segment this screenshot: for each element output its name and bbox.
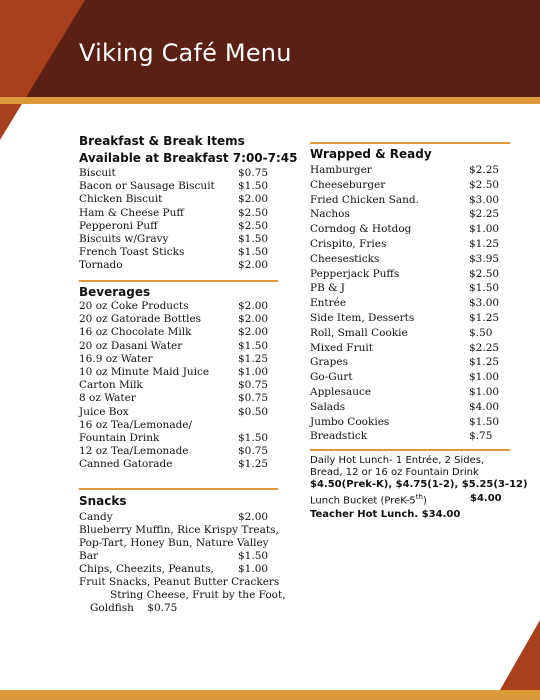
item-name: 20 oz Dasani Water xyxy=(79,339,183,352)
item-name: Fried Chicken Sand. xyxy=(310,193,419,206)
item-price: $1.50 xyxy=(469,415,500,428)
item-name: Salads xyxy=(310,400,346,413)
item-name: Canned Gatorade xyxy=(79,458,173,471)
menu-item xyxy=(79,458,279,471)
item-name: 16 oz Chocolate Milk xyxy=(79,326,192,339)
item-name: Applesauce xyxy=(310,385,372,398)
item-price: $2.50 xyxy=(238,219,269,232)
menu-item xyxy=(310,355,510,370)
item-name: Carton Milk xyxy=(79,379,143,392)
item-price: $2.50 xyxy=(469,267,500,280)
menu-item xyxy=(79,340,279,353)
menu-item xyxy=(310,207,510,222)
menu-item xyxy=(310,429,510,444)
menu-item xyxy=(310,267,510,282)
item-price: $1.25 xyxy=(469,356,500,369)
divider xyxy=(79,280,278,282)
item-price: $1.50 xyxy=(238,232,269,245)
item-name: Ham & Cheese Puff xyxy=(79,206,184,219)
menu-item xyxy=(310,400,510,415)
menu-item xyxy=(310,296,510,311)
item-price: $0.75 xyxy=(238,392,269,405)
item-price: $1.00 xyxy=(469,371,500,384)
item-price: $1.00 xyxy=(238,563,269,575)
item-price: $2.00 xyxy=(238,259,269,272)
item-name: Side Item, Desserts xyxy=(310,311,415,324)
item-price: $1.00 xyxy=(238,365,269,378)
menu-item xyxy=(310,415,510,430)
lunch-prices: $4.50(Prek-K), $4.75(1-2), $5.25(3-12) xyxy=(310,479,528,490)
breakfast-availability: Available at Breakfast 7:00-7:45 xyxy=(79,151,298,165)
lunch-bucket-price: $4.00 xyxy=(470,493,502,504)
snack-text: Fruit Snacks, Peanut Butter Crackers xyxy=(79,576,280,588)
item-price: $2.25 xyxy=(469,208,500,221)
wrapped-list xyxy=(310,163,510,444)
item-name: Bacon or Sausage Biscuit xyxy=(79,180,215,193)
item-name: Cheesesticks xyxy=(310,252,380,265)
item-name: Nachos xyxy=(310,208,350,221)
item-name: Juice Box xyxy=(79,405,129,418)
menu-item xyxy=(310,178,510,193)
item-name: Biscuit xyxy=(79,167,116,179)
item-name: Jumbo Cookies xyxy=(310,415,390,428)
lunch-bucket-sup: th xyxy=(415,493,423,501)
menu-item xyxy=(79,445,279,458)
snack-bar xyxy=(79,550,269,562)
item-price: $2.00 xyxy=(238,326,269,339)
item-name: Chips, Cheezits, Peanuts, xyxy=(79,563,214,575)
item-name: Pepperjack Puffs xyxy=(310,267,400,280)
item-price: $2.50 xyxy=(469,178,500,191)
item-name: Bar xyxy=(79,550,98,562)
item-price: $3.95 xyxy=(469,252,500,265)
menu-item xyxy=(79,207,279,220)
divider xyxy=(79,488,278,490)
menu-item xyxy=(79,406,279,419)
snack-goldfish xyxy=(90,602,177,614)
divider xyxy=(310,449,510,451)
menu-item xyxy=(310,163,510,178)
menu-item xyxy=(79,419,279,432)
item-price: $.75 xyxy=(469,430,493,443)
item-name: Hamburger xyxy=(310,164,372,176)
wrapped-heading: Wrapped & Ready xyxy=(310,147,432,161)
item-name: 16.9 oz Water xyxy=(79,352,153,365)
menu-item xyxy=(79,432,279,445)
item-name: French Toast Sticks xyxy=(79,246,185,259)
item-price: $1.25 xyxy=(238,458,269,471)
menu-item xyxy=(310,222,510,237)
beverages-list xyxy=(79,300,279,471)
menu-item xyxy=(79,233,279,246)
header-stripe xyxy=(0,97,540,104)
menu-item xyxy=(310,193,510,208)
item-name: Mixed Fruit xyxy=(310,341,373,354)
item-price: $2.50 xyxy=(238,206,269,219)
item-price: $1.25 xyxy=(469,311,500,324)
menu-item xyxy=(79,379,279,392)
corner-decoration-right xyxy=(500,620,540,690)
lunch-bucket xyxy=(310,493,502,507)
item-name: 8 oz Water xyxy=(79,392,136,405)
item-name: Chicken Biscuit xyxy=(79,193,163,206)
item-price: $1.50 xyxy=(238,180,269,193)
item-price: $1.50 xyxy=(238,431,269,444)
item-price: $.50 xyxy=(469,326,493,339)
item-price: $1.50 xyxy=(238,246,269,259)
item-price: $1.25 xyxy=(469,237,500,250)
menu-item xyxy=(79,300,279,313)
item-name: Crispito, Fries xyxy=(310,237,387,250)
item-name: 20 oz Gatorade Bottles xyxy=(79,313,202,326)
menu-item xyxy=(310,237,510,252)
item-name: 10 oz Minute Maid Juice xyxy=(79,365,210,378)
item-price: $2.25 xyxy=(469,164,500,176)
item-price: $1.50 xyxy=(238,339,269,352)
menu-item xyxy=(79,167,279,180)
breakfast-list xyxy=(79,167,279,273)
menu-item xyxy=(79,246,279,259)
menu-item xyxy=(310,252,510,267)
snack-chips xyxy=(79,563,269,575)
lunch-description: Bread, 12 or 16 oz Fountain Drink xyxy=(310,467,479,478)
item-name: Candy xyxy=(79,511,113,523)
footer-stripe xyxy=(0,690,540,700)
item-name: 16 oz Tea/Lemonade/ xyxy=(79,418,193,431)
lunch-bucket-label: Lunch Bucket (PreK-5 xyxy=(310,495,416,507)
item-name: Roll, Small Cookie xyxy=(310,326,408,339)
item-name: Fountain Drink xyxy=(79,431,160,444)
item-price: $0.75 xyxy=(147,602,178,614)
menu-item xyxy=(79,353,279,366)
menu-item xyxy=(79,366,279,379)
menu-item xyxy=(79,326,279,339)
item-price: $2.00 xyxy=(238,300,269,312)
item-price: $1.50 xyxy=(469,282,500,295)
menu-item xyxy=(310,311,510,326)
item-price: $0.75 xyxy=(238,445,269,458)
lunch-bucket-close: ) xyxy=(422,495,427,507)
item-price: $1.25 xyxy=(238,352,269,365)
item-name: Entrée xyxy=(310,297,347,310)
item-name: Grapes xyxy=(310,356,348,369)
item-name: PB & J xyxy=(310,282,346,295)
item-price: $3.00 xyxy=(469,193,500,206)
divider xyxy=(310,142,510,144)
menu-item xyxy=(310,370,510,385)
item-name: 12 oz Tea/Lemonade xyxy=(79,445,189,458)
menu-item xyxy=(79,259,279,272)
snack-candy xyxy=(79,511,269,523)
menu-item xyxy=(79,193,279,206)
item-price: $1.50 xyxy=(238,550,269,562)
page-title: Viking Café Menu xyxy=(79,39,292,67)
item-price: $1.00 xyxy=(469,385,500,398)
lunch-description: Daily Hot Lunch- 1 Entrée, 2 Sides, xyxy=(310,455,485,466)
item-price: $1.00 xyxy=(469,223,500,236)
item-price: $2.00 xyxy=(238,511,269,523)
item-price: $2.00 xyxy=(238,193,269,206)
menu-item xyxy=(79,220,279,233)
beverages-heading: Beverages xyxy=(79,285,151,299)
teacher-lunch: Teacher Hot Lunch. $34.00 xyxy=(310,509,461,520)
item-name: Pepperoni Puff xyxy=(79,219,158,232)
snacks-heading: Snacks xyxy=(79,494,127,508)
item-name: Corndog & Hotdog xyxy=(310,223,412,236)
corner-decoration-left xyxy=(0,0,85,140)
item-name: Go-Gurt xyxy=(310,371,353,384)
item-price: $0.75 xyxy=(238,167,269,179)
item-name: 20 oz Coke Products xyxy=(79,300,189,312)
item-price: $0.50 xyxy=(238,405,269,418)
menu-item xyxy=(310,326,510,341)
item-price: $2.25 xyxy=(469,341,500,354)
item-price: $2.00 xyxy=(238,313,269,326)
menu-item xyxy=(310,281,510,296)
item-price: $3.00 xyxy=(469,297,500,310)
menu-item xyxy=(310,341,510,356)
item-price: $4.00 xyxy=(469,400,500,413)
snack-text: Blueberry Muffin, Rice Krispy Treats, xyxy=(79,524,279,536)
snack-text: String Cheese, Fruit by the Foot, xyxy=(110,589,286,601)
breakfast-heading: Breakfast & Break Items xyxy=(79,134,245,148)
item-name: Cheeseburger xyxy=(310,178,386,191)
menu-item xyxy=(79,180,279,193)
snack-text: Pop-Tart, Honey Bun, Nature Valley xyxy=(79,537,269,549)
menu-item xyxy=(310,385,510,400)
item-name: Goldfish xyxy=(90,602,134,614)
menu-item xyxy=(79,392,279,405)
item-name: Breadstick xyxy=(310,430,368,443)
menu-item xyxy=(79,313,279,326)
item-name: Biscuits w/Gravy xyxy=(79,232,169,245)
item-name: Tornado xyxy=(79,259,123,272)
item-price: $0.75 xyxy=(238,379,269,392)
